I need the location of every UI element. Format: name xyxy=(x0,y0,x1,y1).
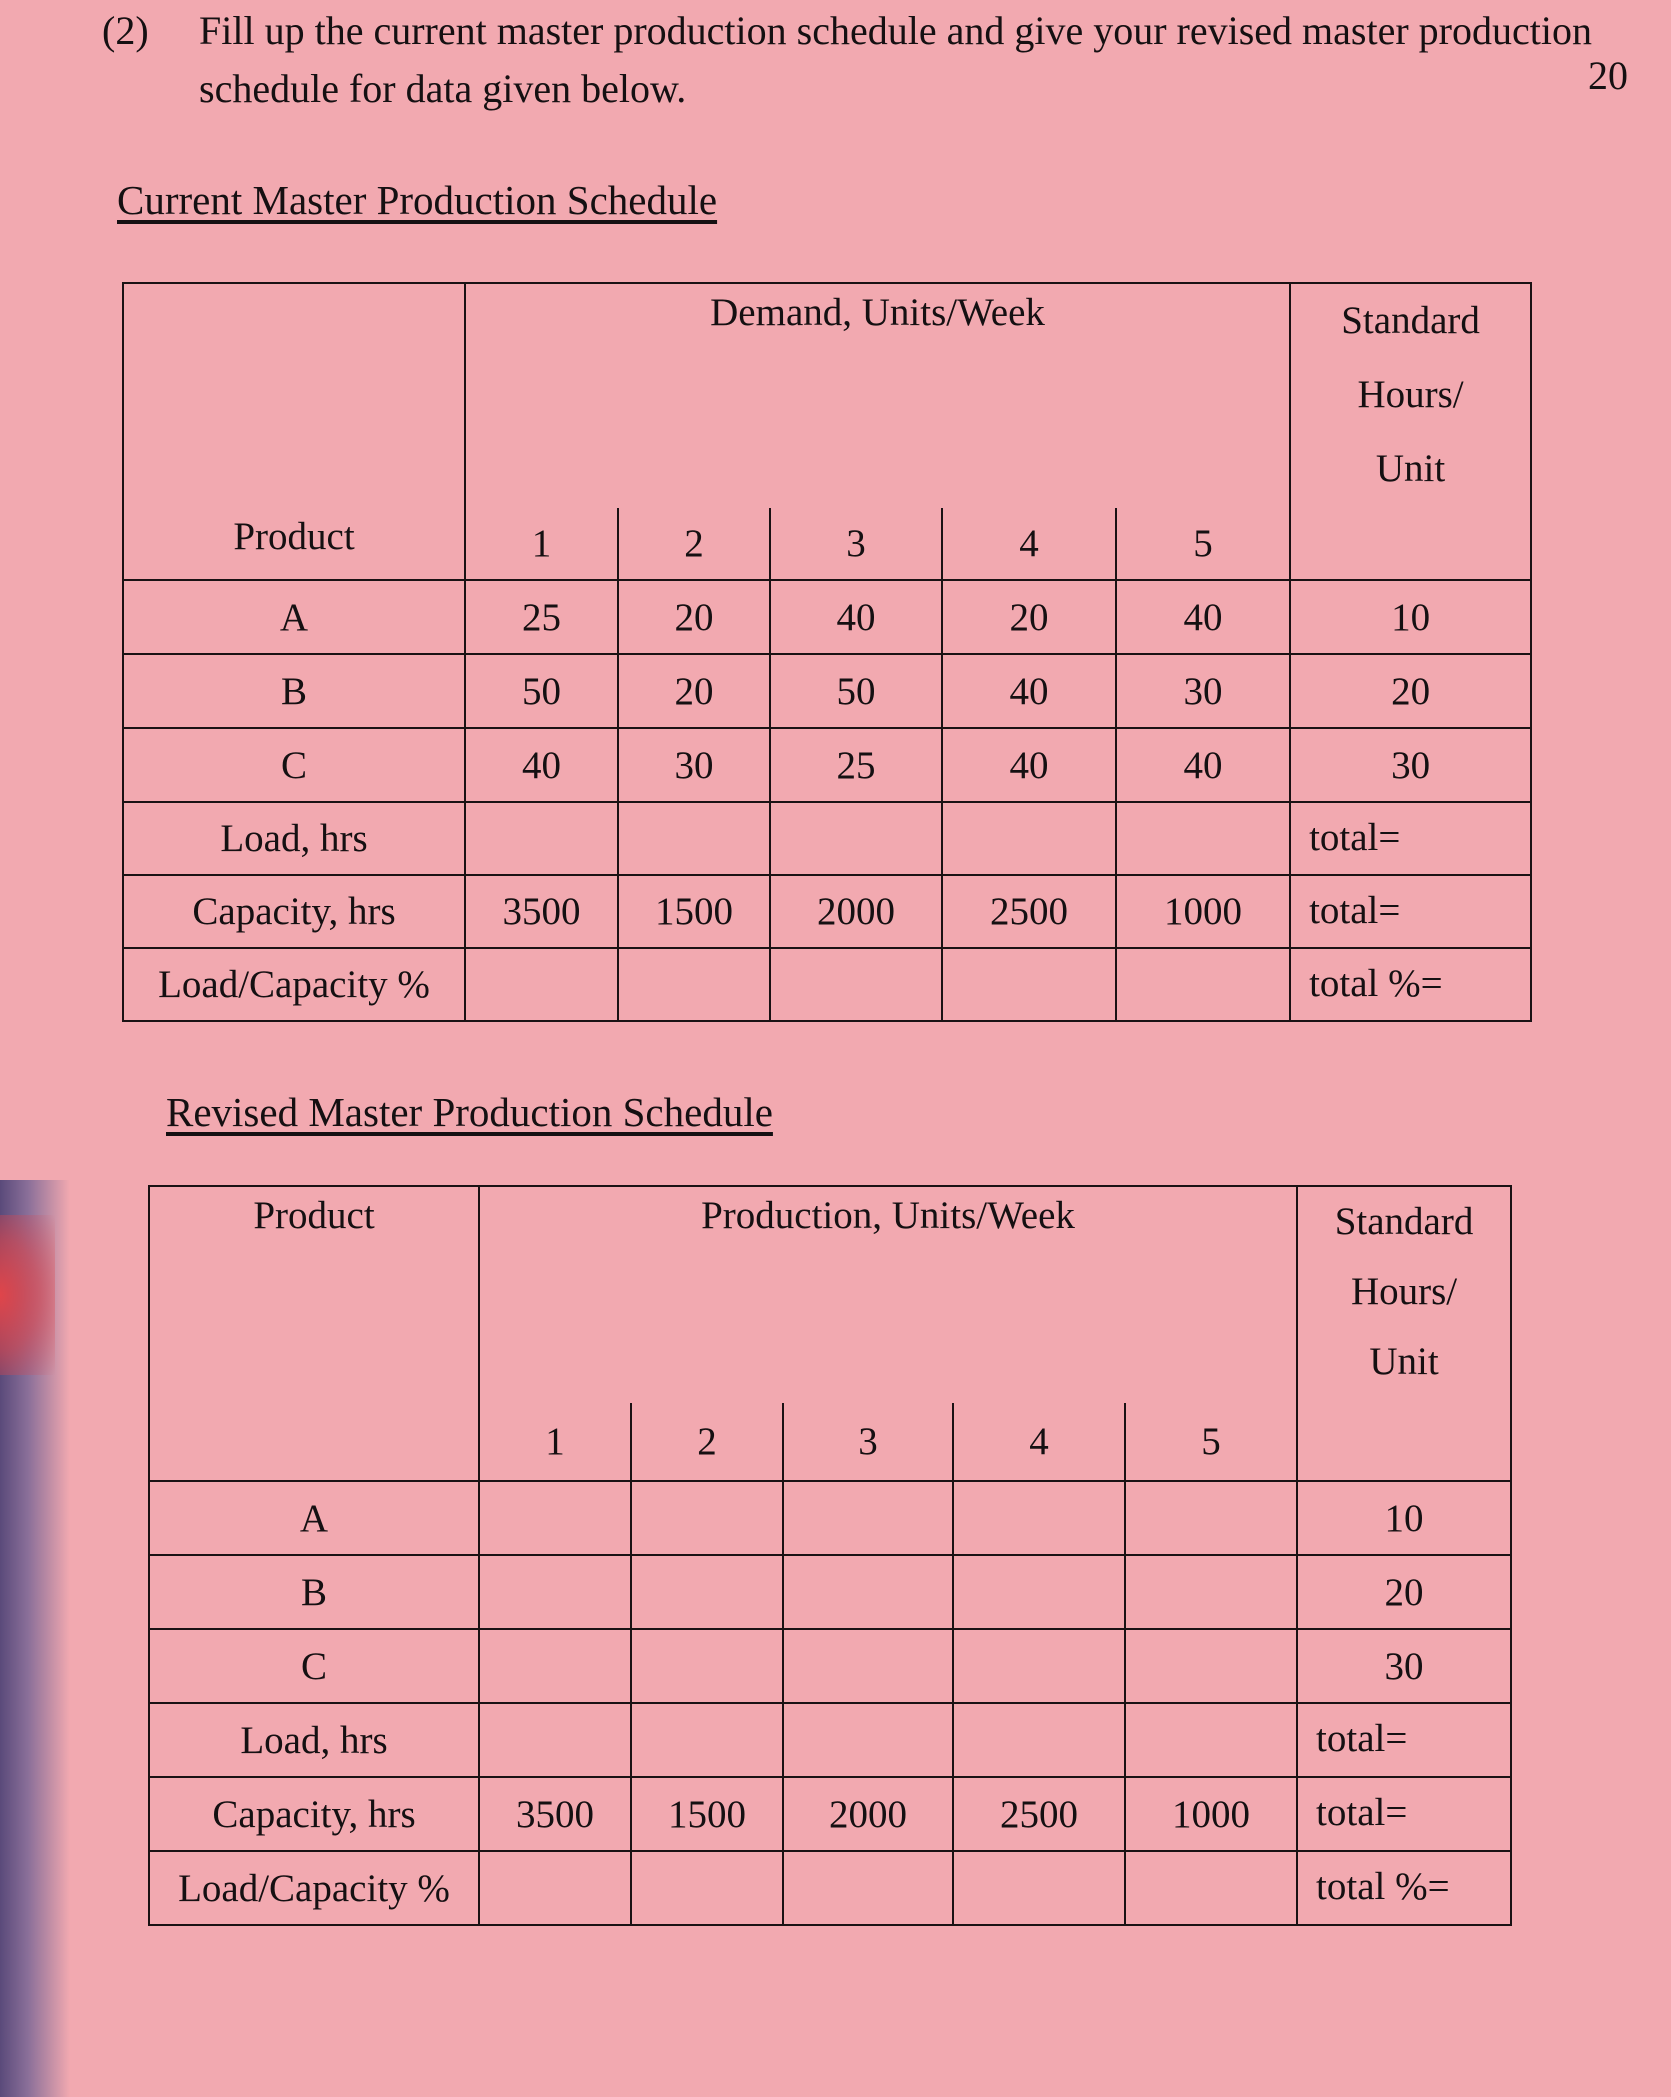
ratio-cell[interactable] xyxy=(465,948,618,1021)
production-cell[interactable] xyxy=(953,1481,1125,1555)
ratio-cell[interactable] xyxy=(953,1851,1125,1925)
demand-cell: 40 xyxy=(770,580,942,654)
capacity-cell: 2500 xyxy=(953,1777,1125,1851)
current-mps-table xyxy=(122,282,1532,1022)
production-cell[interactable] xyxy=(1125,1555,1297,1629)
production-cell[interactable] xyxy=(1125,1481,1297,1555)
production-cell[interactable] xyxy=(953,1555,1125,1629)
std-header-line: Hours/ xyxy=(1350,1270,1458,1313)
demand-cell: 20 xyxy=(618,654,770,728)
week-header: 3 xyxy=(783,1403,953,1481)
product-label: A xyxy=(149,1481,479,1555)
load-cell[interactable] xyxy=(479,1703,631,1777)
load-cell[interactable] xyxy=(618,802,770,875)
table-row xyxy=(123,802,1531,875)
week-header: 2 xyxy=(618,508,770,580)
load-label: Load, hrs xyxy=(123,802,465,875)
product-label: C xyxy=(149,1629,479,1703)
table-row xyxy=(149,1481,1511,1555)
table-row xyxy=(149,1703,1511,1777)
production-cell[interactable] xyxy=(783,1555,953,1629)
product-label: B xyxy=(149,1555,479,1629)
production-header: Production, Units/Week xyxy=(701,1194,1075,1237)
demand-cell: 40 xyxy=(942,728,1116,802)
capacity-label: Capacity, hrs xyxy=(123,875,465,948)
load-label: Load, hrs xyxy=(149,1703,479,1777)
std-header-line: Unit xyxy=(1375,447,1446,490)
production-header-cell xyxy=(479,1186,1297,1403)
std-hours-cell: 30 xyxy=(1297,1629,1511,1703)
table-row xyxy=(149,1851,1511,1925)
product-label: B xyxy=(123,654,465,728)
week-header: 1 xyxy=(465,508,618,580)
production-cell[interactable] xyxy=(479,1481,631,1555)
demand-cell: 40 xyxy=(1116,728,1290,802)
table-row xyxy=(123,728,1531,802)
capacity-cell: 1000 xyxy=(1116,875,1290,948)
revised-mps-table xyxy=(148,1185,1512,1926)
ratio-total[interactable]: total %= xyxy=(1297,1851,1511,1925)
demand-cell: 50 xyxy=(770,654,942,728)
demand-cell: 20 xyxy=(618,580,770,654)
demand-cell: 25 xyxy=(770,728,942,802)
background-red-object xyxy=(0,1215,55,1375)
production-cell[interactable] xyxy=(479,1555,631,1629)
production-cell[interactable] xyxy=(783,1481,953,1555)
ratio-cell[interactable] xyxy=(618,948,770,1021)
table-row xyxy=(123,875,1531,948)
std-header-line: Unit xyxy=(1369,1340,1439,1383)
table-row xyxy=(149,1629,1511,1703)
ratio-cell[interactable] xyxy=(1116,948,1290,1021)
ratio-label: Load/Capacity % xyxy=(123,948,465,1021)
current-mps-heading: Current Master Production Schedule xyxy=(117,177,718,223)
demand-cell: 30 xyxy=(1116,654,1290,728)
product-header: Product xyxy=(233,515,355,558)
table-row xyxy=(149,1777,1511,1851)
capacity-total[interactable]: total= xyxy=(1290,875,1531,948)
capacity-cell: 1500 xyxy=(618,875,770,948)
table-row xyxy=(149,1555,1511,1629)
demand-cell: 20 xyxy=(942,580,1116,654)
ratio-cell[interactable] xyxy=(770,948,942,1021)
load-total[interactable]: total= xyxy=(1297,1703,1511,1777)
demand-cell: 25 xyxy=(465,580,618,654)
capacity-cell: 3500 xyxy=(465,875,618,948)
week-header: 5 xyxy=(1125,1403,1297,1481)
production-cell[interactable] xyxy=(631,1481,783,1555)
load-cell[interactable] xyxy=(942,802,1116,875)
table-row xyxy=(123,654,1531,728)
question-number: (2) xyxy=(102,8,149,53)
capacity-cell: 2500 xyxy=(942,875,1116,948)
std-header-line: Standard xyxy=(1341,299,1480,342)
ratio-cell[interactable] xyxy=(783,1851,953,1925)
demand-header-cell xyxy=(465,283,1290,508)
demand-cell: 40 xyxy=(942,654,1116,728)
ratio-label: Load/Capacity % xyxy=(149,1851,479,1925)
ratio-cell[interactable] xyxy=(631,1851,783,1925)
week-header: 2 xyxy=(631,1403,783,1481)
week-header: 5 xyxy=(1116,508,1290,580)
production-cell[interactable] xyxy=(1125,1629,1297,1703)
table-row xyxy=(123,580,1531,654)
table-row xyxy=(123,948,1531,1021)
capacity-cell: 2000 xyxy=(783,1777,953,1851)
demand-header: Demand, Units/Week xyxy=(710,291,1045,334)
demand-cell: 40 xyxy=(465,728,618,802)
load-cell[interactable] xyxy=(770,802,942,875)
std-hours-header-cell xyxy=(1297,1186,1511,1481)
demand-cell: 50 xyxy=(465,654,618,728)
capacity-cell: 2000 xyxy=(770,875,942,948)
capacity-total[interactable]: total= xyxy=(1297,1777,1511,1851)
production-cell[interactable] xyxy=(479,1629,631,1703)
capacity-cell: 3500 xyxy=(479,1777,631,1851)
week-header: 3 xyxy=(770,508,942,580)
load-cell[interactable] xyxy=(1116,802,1290,875)
production-cell[interactable] xyxy=(631,1629,783,1703)
load-cell[interactable] xyxy=(465,802,618,875)
ratio-total[interactable]: total %= xyxy=(1290,948,1531,1021)
week-header: 4 xyxy=(942,508,1116,580)
week-header: 1 xyxy=(479,1403,631,1481)
product-label: A xyxy=(123,580,465,654)
std-header-line: Hours/ xyxy=(1357,373,1464,416)
ratio-cell[interactable] xyxy=(1125,1851,1297,1925)
week-header: 4 xyxy=(953,1403,1125,1481)
question-text: Fill up the current master production schedule and give your revised master production schedule for data given below. xyxy=(199,8,1592,111)
load-cell[interactable] xyxy=(783,1703,953,1777)
ratio-cell[interactable] xyxy=(479,1851,631,1925)
production-cell[interactable] xyxy=(631,1555,783,1629)
std-header-line: Standard xyxy=(1334,1200,1474,1243)
load-cell[interactable] xyxy=(631,1703,783,1777)
product-header-cell xyxy=(123,283,465,580)
production-cell[interactable] xyxy=(953,1629,1125,1703)
production-cell[interactable] xyxy=(783,1629,953,1703)
capacity-cell: 1000 xyxy=(1125,1777,1297,1851)
revised-mps-heading: Revised Master Production Schedule xyxy=(166,1089,773,1135)
std-hours-cell: 20 xyxy=(1290,654,1531,728)
product-label: C xyxy=(123,728,465,802)
product-header-cell xyxy=(149,1186,479,1481)
load-cell[interactable] xyxy=(953,1703,1125,1777)
std-hours-cell: 30 xyxy=(1290,728,1531,802)
demand-cell: 40 xyxy=(1116,580,1290,654)
std-hours-cell: 20 xyxy=(1297,1555,1511,1629)
demand-cell: 30 xyxy=(618,728,770,802)
load-cell[interactable] xyxy=(1125,1703,1297,1777)
capacity-label: Capacity, hrs xyxy=(149,1777,479,1851)
question-marks: 20 xyxy=(1588,53,1628,98)
std-hours-cell: 10 xyxy=(1297,1481,1511,1555)
ratio-cell[interactable] xyxy=(942,948,1116,1021)
std-hours-header-cell xyxy=(1290,283,1531,580)
product-header: Product xyxy=(253,1194,375,1237)
std-hours-cell: 10 xyxy=(1290,580,1531,654)
load-total[interactable]: total= xyxy=(1290,802,1531,875)
capacity-cell: 1500 xyxy=(631,1777,783,1851)
